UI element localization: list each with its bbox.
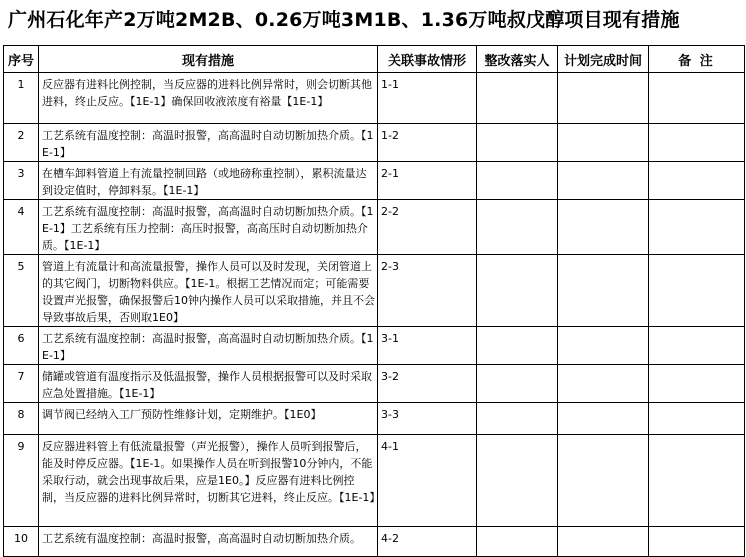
column-header-remarks: 备 注 bbox=[649, 46, 745, 73]
owner-cell[interactable] bbox=[477, 403, 558, 435]
remarks-cell[interactable] bbox=[649, 73, 745, 124]
deadline-cell[interactable] bbox=[558, 162, 649, 200]
deadline-cell[interactable] bbox=[558, 365, 649, 403]
owner-cell[interactable] bbox=[477, 162, 558, 200]
owner-cell[interactable] bbox=[477, 124, 558, 162]
measure-cell: 在槽车卸料管道上有流量控制回路（或地磅称重控制），累积流量达到设定值时，停卸料泵。【1E-1】 bbox=[39, 162, 378, 200]
table-row bbox=[4, 435, 745, 527]
measure-cell: 反应器有进料比例控制，当反应器的进料比例异常时，则会切断其他进料，终止反应。【1E-1】确保回收液浓度有裕量【1E-1】 bbox=[39, 73, 378, 124]
table-row bbox=[4, 73, 745, 124]
measure-cell: 工艺系统有温度控制：高温时报警，高高温时自动切断加热介质。 bbox=[39, 527, 378, 557]
scenario-cell: 1-2 bbox=[378, 124, 477, 162]
scenario-cell: 4-1 bbox=[378, 435, 477, 527]
row-number: 9 bbox=[4, 435, 39, 527]
scenario-cell: 2-1 bbox=[378, 162, 477, 200]
scenario-cell: 3-1 bbox=[378, 327, 477, 365]
scenario-cell: 3-2 bbox=[378, 365, 477, 403]
table-row bbox=[4, 403, 745, 435]
table-header-row bbox=[4, 46, 745, 73]
column-header-owner: 整改落实人 bbox=[477, 46, 558, 73]
table-row bbox=[4, 200, 745, 255]
table-row bbox=[4, 255, 745, 327]
row-number: 10 bbox=[4, 527, 39, 557]
deadline-cell[interactable] bbox=[558, 73, 649, 124]
table-row bbox=[4, 162, 745, 200]
row-number: 5 bbox=[4, 255, 39, 327]
table-row bbox=[4, 365, 745, 403]
remarks-cell[interactable] bbox=[649, 327, 745, 365]
owner-cell[interactable] bbox=[477, 365, 558, 403]
deadline-cell[interactable] bbox=[558, 255, 649, 327]
measure-cell: 工艺系统有温度控制：高温时报警，高高温时自动切断加热介质。【1E-1】 bbox=[39, 327, 378, 365]
remarks-cell[interactable] bbox=[649, 124, 745, 162]
measure-cell: 工艺系统有温度控制：高温时报警，高高温时自动切断加热介质。【1E-1】工艺系统有压力控制：高压时报警，高高压时自动切断加热介质。【1E-1】 bbox=[39, 200, 378, 255]
owner-cell[interactable] bbox=[477, 327, 558, 365]
column-header-scenario: 关联事故情形 bbox=[378, 46, 477, 73]
row-number: 8 bbox=[4, 403, 39, 435]
deadline-cell[interactable] bbox=[558, 327, 649, 365]
scenario-cell: 3-3 bbox=[378, 403, 477, 435]
measures-table bbox=[3, 45, 745, 557]
measure-cell: 反应器进料管上有低流量报警（声光报警），操作人员听到报警后，能及时停反应器。【1E-1。如果操作人员在听到报警10分钟内，不能采取行动，就会出现事故后果，应是1E0。】反应器有进料比例控制，当反应器的进料比例异常时，切断其它进料，终止反应。【1E-1】 bbox=[39, 435, 378, 527]
measure-cell: 管道上有流量计和高流量报警，操作人员可以及时发现，关闭管道上的其它阀门，切断物料供应。【1E-1。根据工艺情况而定；可能需要设置声光报警，确保报警后10钟内操作人员可以采取措施，并且不会导致事故后果，否则取1E0】 bbox=[39, 255, 378, 327]
owner-cell[interactable] bbox=[477, 435, 558, 527]
owner-cell[interactable] bbox=[477, 73, 558, 124]
scenario-cell: 1-1 bbox=[378, 73, 477, 124]
remarks-cell[interactable] bbox=[649, 403, 745, 435]
deadline-cell[interactable] bbox=[558, 124, 649, 162]
row-number: 1 bbox=[4, 73, 39, 124]
remarks-cell[interactable] bbox=[649, 527, 745, 557]
remarks-cell[interactable] bbox=[649, 255, 745, 327]
row-number: 6 bbox=[4, 327, 39, 365]
scenario-cell: 4-2 bbox=[378, 527, 477, 557]
page-title: 广州石化年产2万吨2M2B、0.26万吨3M1B、1.36万吨叔戊醇项目现有措施 bbox=[8, 9, 680, 31]
table-row bbox=[4, 327, 745, 365]
owner-cell[interactable] bbox=[477, 255, 558, 327]
row-number: 2 bbox=[4, 124, 39, 162]
row-number: 3 bbox=[4, 162, 39, 200]
deadline-cell[interactable] bbox=[558, 527, 649, 557]
owner-cell[interactable] bbox=[477, 527, 558, 557]
remarks-cell[interactable] bbox=[649, 435, 745, 527]
scenario-cell: 2-2 bbox=[378, 200, 477, 255]
column-header-measure: 现有措施 bbox=[39, 46, 378, 73]
column-header-deadline: 计划完成时间 bbox=[558, 46, 649, 73]
measure-cell: 储罐或管道有温度指示及低温报警，操作人员根据报警可以及时采取应急处置措施。【1E-1】 bbox=[39, 365, 378, 403]
deadline-cell[interactable] bbox=[558, 435, 649, 527]
row-number: 4 bbox=[4, 200, 39, 255]
table-row bbox=[4, 527, 745, 557]
row-number: 7 bbox=[4, 365, 39, 403]
remarks-cell[interactable] bbox=[649, 365, 745, 403]
deadline-cell[interactable] bbox=[558, 403, 649, 435]
remarks-cell[interactable] bbox=[649, 162, 745, 200]
remarks-cell[interactable] bbox=[649, 200, 745, 255]
measure-cell: 工艺系统有温度控制：高温时报警，高高温时自动切断加热介质。【1E-1】 bbox=[39, 124, 378, 162]
column-header-no: 序号 bbox=[4, 46, 39, 73]
deadline-cell[interactable] bbox=[558, 200, 649, 255]
scenario-cell: 2-3 bbox=[378, 255, 477, 327]
owner-cell[interactable] bbox=[477, 200, 558, 255]
table-row bbox=[4, 124, 745, 162]
measure-cell: 调节阀已经纳入工厂预防性维修计划，定期维护。【1E0】 bbox=[39, 403, 378, 435]
